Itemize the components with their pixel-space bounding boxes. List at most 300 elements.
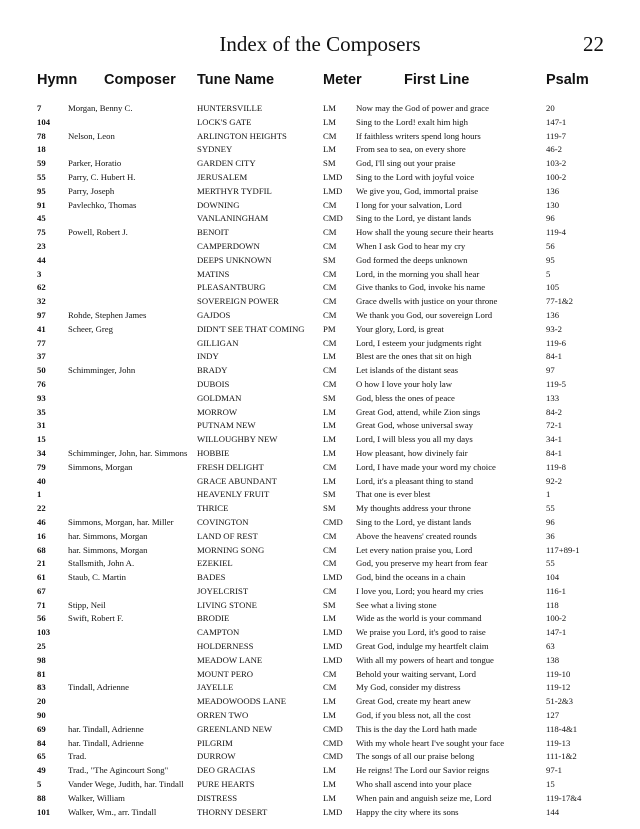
composer-name: Morgan, Benny C. <box>68 103 133 113</box>
tune-name: GILLIGAN <box>197 337 239 348</box>
hymn-number: 68 <box>37 544 46 555</box>
first-line: From sea to sea, on every shore <box>356 144 466 155</box>
psalm-ref: 119-8 <box>546 461 566 472</box>
meter: CM <box>323 309 337 320</box>
meter: LMD <box>323 641 343 652</box>
meter: PM <box>323 323 336 334</box>
psalm-ref: 104 <box>546 572 560 583</box>
first-line: Give thanks to God, invoke his name <box>356 282 486 293</box>
tune-name: ARLINGTON HEIGHTS <box>197 130 287 141</box>
psalm-ref: 96 <box>546 516 555 527</box>
page-title: Index of the Composers <box>219 32 421 56</box>
first-line: God, bless the ones of peace <box>356 392 455 403</box>
first-line: Great God, attend, while Zion sings <box>356 406 481 417</box>
tune-name: DEO GRACIAS <box>197 765 256 776</box>
psalm-ref: 105 <box>546 282 560 293</box>
psalm-ref: 55 <box>546 503 555 514</box>
composer-name: Parry, C. Hubert H. <box>68 171 136 182</box>
meter: CM <box>323 199 337 210</box>
first-line: Lord, it's a pleasant thing to stand <box>356 475 474 486</box>
first-line: Sing to the Lord with joyful voice <box>356 171 475 182</box>
psalm-ref: 1 <box>546 489 551 500</box>
table-row <box>0 447 640 461</box>
psalm-ref: 138 <box>546 654 560 665</box>
first-line: This is the day the Lord hath made <box>356 723 477 734</box>
meter: LM <box>323 420 337 431</box>
table-row <box>0 171 640 185</box>
hymn-number: 103 <box>37 627 51 638</box>
hymn-number: 77 <box>37 337 46 348</box>
table-row <box>0 185 640 199</box>
header-composer: Composer <box>104 72 176 88</box>
first-line: Grace dwells with justice on your throne <box>356 296 498 307</box>
psalm-ref: 100-2 <box>546 613 567 624</box>
tune-name: DUBOIS <box>197 378 230 389</box>
first-line: Lord, I esteem your judgments right <box>356 337 482 348</box>
first-line: Blest are the ones that sit on high <box>356 351 472 362</box>
table-row <box>0 585 640 599</box>
tune-name: HOBBIE <box>197 447 230 458</box>
table-row <box>0 364 640 378</box>
hymn-number: 104 <box>37 116 51 127</box>
hymn-number: 95 <box>37 185 46 196</box>
table-row <box>0 337 640 351</box>
hymn-number: 49 <box>37 765 46 776</box>
first-line: Sing to the Lord! exalt him high <box>356 116 468 127</box>
tune-name: MEADOW LANE <box>197 654 263 665</box>
tune-name: WILLOUGHBY NEW <box>197 434 278 445</box>
psalm-ref: 136 <box>546 309 560 320</box>
first-line: God, I'll sing out your praise <box>356 158 456 169</box>
tune-name: VANLANINGHAM <box>197 213 269 224</box>
table-row <box>0 130 640 144</box>
hymn-number: 23 <box>37 240 46 251</box>
hymn-number: 56 <box>37 613 46 624</box>
hymn-number: 7 <box>37 103 42 113</box>
composer-name: har. Tindall, Adrienne <box>68 723 144 734</box>
hymn-number: 45 <box>37 213 46 224</box>
psalm-ref: 119-12 <box>546 682 571 693</box>
psalm-ref: 130 <box>546 199 560 210</box>
first-line: See what a living stone <box>356 599 437 610</box>
first-line: Great God, create my heart anew <box>356 696 471 707</box>
composer-name: Stipp, Neil <box>68 599 106 610</box>
meter: CM <box>323 378 337 389</box>
psalm-ref: 103-2 <box>546 158 567 169</box>
first-line: Lord, in the morning you shall hear <box>356 268 480 279</box>
hymn-number: 62 <box>37 282 46 293</box>
meter: SM <box>323 503 336 514</box>
meter: LM <box>323 710 337 721</box>
table-row <box>0 433 640 447</box>
table-row <box>0 226 640 240</box>
table-row <box>0 281 640 295</box>
meter: LMD <box>323 572 343 583</box>
meter: CMD <box>323 516 343 527</box>
psalm-ref: 20 <box>546 103 555 113</box>
table-row <box>0 488 640 502</box>
first-line: Great God, whose universal sway <box>356 420 474 431</box>
psalm-ref: 133 <box>546 392 560 403</box>
hymn-number: 91 <box>37 199 46 210</box>
meter: CM <box>323 282 337 293</box>
table-row <box>0 750 640 764</box>
first-line: Lord, I will bless you all my days <box>356 434 473 445</box>
composer-name: Schimminger, John, har. Simmons <box>68 447 188 458</box>
hymn-number: 20 <box>37 696 46 707</box>
header-tune: Tune Name <box>197 72 275 88</box>
tune-name: HOLDERNESS <box>197 641 254 652</box>
meter: SM <box>323 392 336 403</box>
meter: LMD <box>323 627 343 638</box>
table-row <box>0 143 640 157</box>
tune-name: DISTRESS <box>197 792 238 803</box>
table-row <box>0 406 640 420</box>
tune-name: BRODIE <box>197 613 230 624</box>
psalm-ref: 97-1 <box>546 765 562 776</box>
hymn-number: 67 <box>37 585 46 596</box>
tune-name: BRADY <box>197 365 228 376</box>
hymn-number: 32 <box>37 296 46 307</box>
tune-name: INDY <box>197 351 219 362</box>
tune-name: PUTNAM NEW <box>197 420 256 431</box>
meter: LM <box>323 406 337 417</box>
header-meter: Meter <box>323 72 362 88</box>
composer-name: Rohde, Stephen James <box>68 309 147 320</box>
psalm-ref: 34-1 <box>546 434 562 445</box>
hymn-number: 84 <box>37 737 46 748</box>
meter: CMD <box>323 751 343 762</box>
first-line: God, if you bless not, all the cost <box>356 710 471 721</box>
psalm-ref: 93-2 <box>546 323 562 334</box>
first-line: Lord, I have made your word my choice <box>356 461 496 472</box>
tune-name: COVINGTON <box>197 516 249 527</box>
tune-name: SOVEREIGN POWER <box>197 296 279 307</box>
tune-name: MORROW <box>197 406 238 417</box>
hymn-number: 22 <box>37 503 46 514</box>
hymn-number: 15 <box>37 434 46 445</box>
table-row <box>0 544 640 558</box>
tune-name: GOLDMAN <box>197 392 242 403</box>
tune-name: GARDEN CITY <box>197 158 256 169</box>
first-line: We thank you God, our sovereign Lord <box>356 309 493 320</box>
psalm-ref: 55 <box>546 558 555 569</box>
tune-name: CAMPERDOWN <box>197 240 260 251</box>
first-line: Your glory, Lord, is great <box>356 323 444 334</box>
meter: CM <box>323 130 337 141</box>
hymn-number: 21 <box>37 558 46 569</box>
psalm-ref: 92-2 <box>546 475 562 486</box>
meter: LM <box>323 103 337 113</box>
page-number: 22 <box>583 32 604 56</box>
first-line: Behold your waiting servant, Lord <box>356 668 476 679</box>
psalm-ref: 119-13 <box>546 737 571 748</box>
table-row <box>0 709 640 723</box>
tune-name: CAMPTON <box>197 627 240 638</box>
hymn-number: 59 <box>37 158 46 169</box>
meter: LM <box>323 144 337 155</box>
first-line: My God, consider my distress <box>356 682 461 693</box>
table-row <box>0 668 640 682</box>
hymn-number: 37 <box>37 351 46 362</box>
psalm-ref: 100-2 <box>546 171 567 182</box>
table-row <box>0 571 640 585</box>
hymn-number: 1 <box>37 489 42 500</box>
psalm-ref: 84-1 <box>546 351 562 362</box>
hymn-number: 61 <box>37 572 46 583</box>
table-row <box>0 695 640 709</box>
table-row <box>0 654 640 668</box>
first-line: Great God, indulge my heartfelt claim <box>356 641 489 652</box>
tune-name: LIVING STONE <box>197 599 257 610</box>
tune-name: MERTHYR TYDFIL <box>197 185 272 196</box>
meter: LMD <box>323 806 343 817</box>
hymn-number: 75 <box>37 227 46 238</box>
meter: LM <box>323 792 337 803</box>
meter: CM <box>323 461 337 472</box>
meter: LM <box>323 765 337 776</box>
meter: LM <box>323 351 337 362</box>
tune-name: BADES <box>197 572 226 583</box>
tune-name: DURROW <box>197 751 236 762</box>
psalm-ref: 84-1 <box>546 447 562 458</box>
composer-name: har. Tindall, Adrienne <box>68 737 144 748</box>
first-line: That one is ever blest <box>356 489 431 500</box>
composer-name: Vander Wege, Judith, har. Tindall <box>68 779 184 790</box>
composer-name: Simmons, Morgan, har. Miller <box>68 516 174 527</box>
first-line: With all my powers of heart and tongue <box>356 654 494 665</box>
hymn-number: 40 <box>37 475 46 486</box>
tune-name: GAJDOS <box>197 309 231 320</box>
first-line: How shall the young secure their hearts <box>356 227 494 238</box>
first-line: Sing to the Lord, ye distant lands <box>356 516 472 527</box>
column-headers <box>0 72 640 94</box>
psalm-ref: 119-7 <box>546 130 566 141</box>
table-row <box>0 309 640 323</box>
meter: LM <box>323 696 337 707</box>
table-row <box>0 626 640 640</box>
hymn-number: 44 <box>37 254 46 265</box>
first-line: He reigns! The Lord our Savior reigns <box>356 765 490 776</box>
psalm-ref: 144 <box>546 806 560 817</box>
first-line: Sing to the Lord, ye distant lands <box>356 213 472 224</box>
header-psalm: Psalm <box>546 72 589 88</box>
hymn-number: 16 <box>37 530 46 541</box>
table-row <box>0 116 640 130</box>
meter: LM <box>323 434 337 445</box>
tune-name: HUNTERSVILLE <box>197 103 263 113</box>
table-row <box>0 557 640 571</box>
psalm-ref: 147-1 <box>546 116 567 127</box>
tune-name: LOCK'S GATE <box>197 116 252 127</box>
table-row <box>0 806 640 820</box>
table-row <box>0 350 640 364</box>
hymn-number: 98 <box>37 654 46 665</box>
table-row <box>0 392 640 406</box>
table-row <box>0 530 640 544</box>
psalm-ref: 72-1 <box>546 420 562 431</box>
meter: CM <box>323 585 337 596</box>
table-row <box>0 516 640 530</box>
first-line: Above the heavens' created rounds <box>356 530 477 541</box>
psalm-ref: 97 <box>546 365 555 376</box>
hymn-number: 55 <box>37 171 46 182</box>
first-line: When I ask God to hear my cry <box>356 240 466 251</box>
composer-name: Parker, Horatio <box>68 158 122 169</box>
meter: SM <box>323 254 336 265</box>
psalm-ref: 5 <box>546 268 551 279</box>
meter: CM <box>323 268 337 279</box>
first-line: My thoughts address your throne <box>356 503 471 514</box>
hymn-number: 101 <box>37 806 51 817</box>
table-row <box>0 764 640 778</box>
tune-name: THORNY DESERT <box>197 806 268 817</box>
first-line: God, you preserve my heart from fear <box>356 558 488 569</box>
first-line: Let islands of the distant seas <box>356 365 459 376</box>
first-line: God formed the deeps unknown <box>356 254 468 265</box>
table-row <box>0 502 640 516</box>
first-line: God, bind the oceans in a chain <box>356 572 466 583</box>
meter: CM <box>323 544 337 555</box>
first-line: I long for your salvation, Lord <box>356 199 462 210</box>
table-row <box>0 681 640 695</box>
hymn-number: 34 <box>37 447 46 458</box>
psalm-ref: 119-5 <box>546 378 566 389</box>
psalm-ref: 136 <box>546 185 560 196</box>
first-line: O how I love your holy law <box>356 378 453 389</box>
hymn-number: 3 <box>37 268 42 279</box>
first-line: How pleasant, how divinely fair <box>356 447 468 458</box>
meter: LM <box>323 779 337 790</box>
meter: LM <box>323 613 337 624</box>
header-hymn: Hymn <box>37 72 78 88</box>
first-line: Let every nation praise you, Lord <box>356 544 473 555</box>
tune-name: JERUSALEM <box>197 171 248 182</box>
first-line: Wide as the world is your command <box>356 613 482 624</box>
tune-name: DEEPS UNKNOWN <box>197 254 272 265</box>
hymn-number: 79 <box>37 461 46 472</box>
table-row <box>0 295 640 309</box>
first-line: When pain and anguish seize me, Lord <box>356 792 492 803</box>
first-line: With my whole heart I've sought your face <box>356 737 505 748</box>
first-line: Happy the city where its sons <box>356 806 459 817</box>
table-row <box>0 240 640 254</box>
psalm-ref: 147-1 <box>546 627 567 638</box>
hymn-number: 78 <box>37 130 46 141</box>
meter: CM <box>323 668 337 679</box>
composer-name: Scheer, Greg <box>68 323 113 334</box>
tune-name: PILGRIM <box>197 737 233 748</box>
table-row <box>0 419 640 433</box>
tune-name: LAND OF REST <box>197 530 258 541</box>
meter: LM <box>323 116 337 127</box>
meter: LMD <box>323 171 343 182</box>
table-row <box>0 778 640 792</box>
composer-name: Staub, C. Martin <box>68 572 126 583</box>
meter: CM <box>323 240 337 251</box>
meter: CM <box>323 337 337 348</box>
psalm-ref: 36 <box>546 530 555 541</box>
hymn-number: 76 <box>37 378 46 389</box>
table-row <box>0 254 640 268</box>
psalm-ref: 119-17&4 <box>546 792 582 803</box>
psalm-ref: 63 <box>546 641 555 652</box>
tune-name: MOUNT PERO <box>197 668 254 679</box>
hymn-number: 41 <box>37 323 46 334</box>
composer-name: Simmons, Morgan <box>68 461 133 472</box>
psalm-ref: 119-4 <box>546 227 566 238</box>
composer-name: Pavlechko, Thomas <box>68 199 137 210</box>
meter: CMD <box>323 213 343 224</box>
table-row <box>0 157 640 171</box>
hymn-number: 5 <box>37 779 42 790</box>
tune-name: JOYELCRIST <box>197 585 249 596</box>
table-row <box>0 475 640 489</box>
psalm-ref: 117+89-1 <box>546 544 580 555</box>
psalm-ref: 46-2 <box>546 144 562 155</box>
psalm-ref: 119-6 <box>546 337 566 348</box>
hymn-number: 18 <box>37 144 46 155</box>
psalm-ref: 84-2 <box>546 406 562 417</box>
composer-name: Trad. <box>68 751 87 762</box>
table-row <box>0 102 640 116</box>
composer-name: Schimminger, John <box>68 365 136 376</box>
meter: CM <box>323 558 337 569</box>
composer-name: Swift, Robert F. <box>68 613 124 624</box>
psalm-ref: 95 <box>546 254 555 265</box>
hymn-number: 83 <box>37 682 46 693</box>
hymn-number: 31 <box>37 420 46 431</box>
header-first-line: First Line <box>404 72 470 88</box>
meter: LM <box>323 475 337 486</box>
first-line: Who shall ascend into your place <box>356 779 472 790</box>
hymn-number: 65 <box>37 751 46 762</box>
tune-name: FRESH DELIGHT <box>197 461 264 472</box>
meter: CMD <box>323 737 343 748</box>
composer-name: Trad., "The Agincourt Song" <box>68 765 169 776</box>
tune-name: PLEASANTBURG <box>197 282 266 293</box>
table-row <box>0 792 640 806</box>
composer-name: Stallsmith, John A. <box>68 558 135 569</box>
hymn-number: 25 <box>37 641 46 652</box>
tune-name: DOWNING <box>197 199 240 210</box>
psalm-ref: 118-4&1 <box>546 723 578 734</box>
tune-name: JAYELLE <box>197 682 234 693</box>
hymn-number: 50 <box>37 365 46 376</box>
table-row <box>0 323 640 337</box>
tune-name: DIDN'T SEE THAT COMING <box>197 323 305 334</box>
hymn-number: 93 <box>37 392 46 403</box>
index-table <box>0 102 640 819</box>
table-row <box>0 737 640 751</box>
meter: CM <box>323 227 337 238</box>
psalm-ref: 96 <box>546 213 555 224</box>
composer-name: Powell, Robert J. <box>68 227 128 238</box>
meter: SM <box>323 489 336 500</box>
psalm-ref: 118 <box>546 599 559 610</box>
tune-name: MEADOWOODS LANE <box>197 696 287 707</box>
table-row <box>0 461 640 475</box>
psalm-ref: 111-1&2 <box>546 751 577 762</box>
psalm-ref: 119-10 <box>546 668 571 679</box>
meter: LM <box>323 447 337 458</box>
meter: LMD <box>323 654 343 665</box>
composer-name: Parry, Joseph <box>68 185 115 196</box>
hymn-number: 88 <box>37 792 46 803</box>
tune-name: ORREN TWO <box>197 710 249 721</box>
tune-name: THRICE <box>197 503 229 514</box>
first-line: The songs of all our praise belong <box>356 751 475 762</box>
